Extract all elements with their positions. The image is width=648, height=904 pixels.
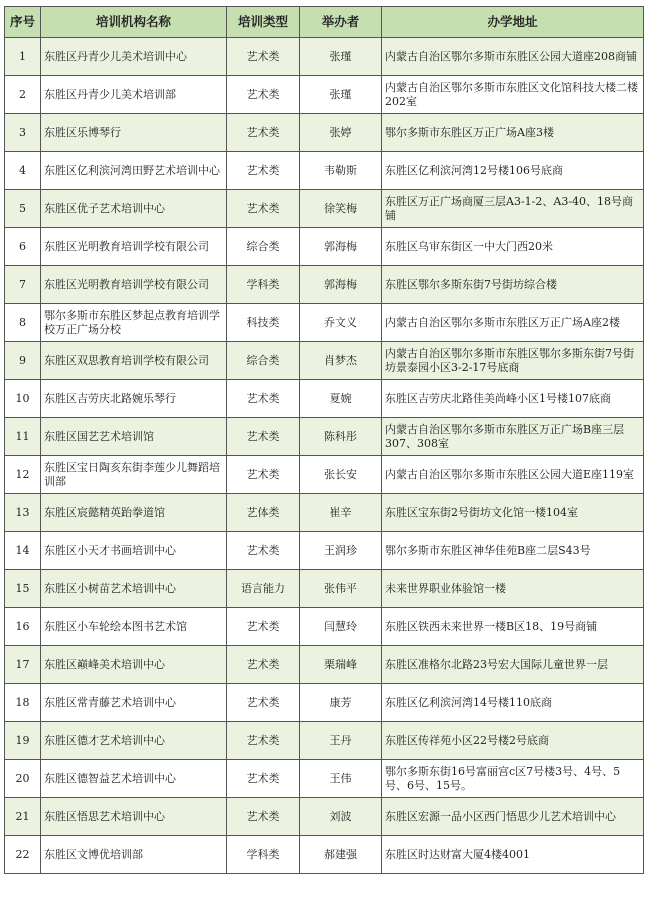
cell-name: 东胜区吉劳庆北路婉乐琴行 <box>41 380 227 418</box>
cell-type: 综合类 <box>227 228 300 266</box>
cell-name: 东胜区德才艺术培训中心 <box>41 722 227 760</box>
cell-organizer: 崔辛 <box>300 494 382 532</box>
header-organizer: 举办者 <box>300 7 382 38</box>
cell-address: 内蒙古自治区鄂尔多斯市东胜区万正广场B座三层307、308室 <box>382 418 644 456</box>
cell-name: 东胜区双思教育培训学校有限公司 <box>41 342 227 380</box>
cell-address: 东胜区乌审东街区一中大门西20米 <box>382 228 644 266</box>
cell-no: 4 <box>5 152 41 190</box>
cell-organizer: 康芳 <box>300 684 382 722</box>
cell-type: 学科类 <box>227 836 300 874</box>
cell-address: 内蒙古自治区鄂尔多斯市东胜区公园大道E座119室 <box>382 456 644 494</box>
cell-organizer: 韦勒斯 <box>300 152 382 190</box>
cell-no: 22 <box>5 836 41 874</box>
cell-type: 艺体类 <box>227 494 300 532</box>
cell-address: 东胜区鄂尔多斯东街7号街坊综合楼 <box>382 266 644 304</box>
cell-no: 3 <box>5 114 41 152</box>
cell-organizer: 郭海梅 <box>300 266 382 304</box>
cell-type: 艺术类 <box>227 532 300 570</box>
cell-no: 2 <box>5 76 41 114</box>
cell-type: 艺术类 <box>227 760 300 798</box>
table-row <box>5 418 644 456</box>
table-row <box>5 456 644 494</box>
cell-address: 内蒙古自治区鄂尔多斯市东胜区公园大道座208商铺 <box>382 38 644 76</box>
cell-type: 学科类 <box>227 266 300 304</box>
cell-no: 17 <box>5 646 41 684</box>
header-no: 序号 <box>5 7 41 38</box>
cell-organizer: 乔文义 <box>300 304 382 342</box>
cell-name: 东胜区悟思艺术培训中心 <box>41 798 227 836</box>
table-body <box>5 38 644 874</box>
header-address: 办学地址 <box>382 7 644 38</box>
cell-no: 8 <box>5 304 41 342</box>
table-row <box>5 114 644 152</box>
cell-name: 东胜区宸懿精英跆拳道馆 <box>41 494 227 532</box>
cell-type: 艺术类 <box>227 76 300 114</box>
cell-name: 鄂尔多斯市东胜区梦起点教育培训学校万正广场分校 <box>41 304 227 342</box>
cell-type: 语言能力 <box>227 570 300 608</box>
cell-no: 7 <box>5 266 41 304</box>
cell-type: 艺术类 <box>227 646 300 684</box>
table-row <box>5 532 644 570</box>
cell-name: 东胜区乐博琴行 <box>41 114 227 152</box>
cell-type: 艺术类 <box>227 114 300 152</box>
table-row <box>5 228 644 266</box>
cell-organizer: 徐笑梅 <box>300 190 382 228</box>
cell-address: 东胜区亿利滨河湾14号楼110底商 <box>382 684 644 722</box>
cell-no: 14 <box>5 532 41 570</box>
table-row <box>5 380 644 418</box>
cell-organizer: 王丹 <box>300 722 382 760</box>
cell-organizer: 王润珍 <box>300 532 382 570</box>
cell-address: 东胜区宏源一品小区西门悟思少儿艺术培训中心 <box>382 798 644 836</box>
table-row <box>5 304 644 342</box>
cell-address: 东胜区宝东街2号街坊文化馆一楼104室 <box>382 494 644 532</box>
cell-name: 东胜区国艺艺术培训馆 <box>41 418 227 456</box>
cell-address: 东胜区吉劳庆北路佳美尚峰小区1号楼107底商 <box>382 380 644 418</box>
table-header-row <box>5 7 644 38</box>
cell-address: 东胜区时达财富大厦4楼4001 <box>382 836 644 874</box>
cell-organizer: 刘波 <box>300 798 382 836</box>
table-row <box>5 570 644 608</box>
table-row <box>5 494 644 532</box>
table-row <box>5 646 644 684</box>
cell-name: 东胜区光明教育培训学校有限公司 <box>41 228 227 266</box>
cell-type: 科技类 <box>227 304 300 342</box>
cell-organizer: 张婷 <box>300 114 382 152</box>
cell-organizer: 闫慧玲 <box>300 608 382 646</box>
cell-type: 艺术类 <box>227 190 300 228</box>
table-row <box>5 684 644 722</box>
cell-no: 11 <box>5 418 41 456</box>
table-row <box>5 76 644 114</box>
cell-address: 内蒙古自治区鄂尔多斯市东胜区万正广场A座2楼 <box>382 304 644 342</box>
table-row <box>5 798 644 836</box>
table-row <box>5 836 644 874</box>
institution-table <box>4 6 644 874</box>
cell-name: 东胜区常青藤艺术培训中心 <box>41 684 227 722</box>
cell-name: 东胜区文博优培训部 <box>41 836 227 874</box>
cell-address: 东胜区亿利滨河湾12号楼106号底商 <box>382 152 644 190</box>
cell-address: 内蒙古自治区鄂尔多斯市东胜区文化馆科技大楼二楼202室 <box>382 76 644 114</box>
table-row <box>5 190 644 228</box>
cell-address: 东胜区铁西未来世界一楼B区18、19号商铺 <box>382 608 644 646</box>
cell-no: 9 <box>5 342 41 380</box>
cell-no: 16 <box>5 608 41 646</box>
cell-address: 东胜区准格尔北路23号宏大国际儿童世界一层 <box>382 646 644 684</box>
cell-no: 10 <box>5 380 41 418</box>
cell-address: 内蒙古自治区鄂尔多斯市东胜区鄂尔多斯东街7号街坊景泰园小区3-2-17号底商 <box>382 342 644 380</box>
cell-organizer: 陈科彤 <box>300 418 382 456</box>
cell-no: 5 <box>5 190 41 228</box>
cell-address: 未来世界职业体验馆一楼 <box>382 570 644 608</box>
cell-address: 鄂尔多斯东街16号富丽宫c区7号楼3号、4号、5号、6号、15号。 <box>382 760 644 798</box>
cell-organizer: 郭海梅 <box>300 228 382 266</box>
header-name: 培训机构名称 <box>41 7 227 38</box>
cell-no: 12 <box>5 456 41 494</box>
cell-no: 1 <box>5 38 41 76</box>
cell-name: 东胜区丹青少儿美术培训部 <box>41 76 227 114</box>
cell-no: 18 <box>5 684 41 722</box>
table-row <box>5 342 644 380</box>
cell-type: 艺术类 <box>227 152 300 190</box>
table-row <box>5 760 644 798</box>
header-type: 培训类型 <box>227 7 300 38</box>
cell-type: 艺术类 <box>227 722 300 760</box>
cell-no: 6 <box>5 228 41 266</box>
cell-no: 21 <box>5 798 41 836</box>
institution-table-container <box>4 6 643 874</box>
cell-name: 东胜区优子艺术培训中心 <box>41 190 227 228</box>
cell-name: 东胜区宝日陶亥东街李莲少儿舞蹈培训部 <box>41 456 227 494</box>
cell-address: 鄂尔多斯市东胜区神华佳苑B座二层S43号 <box>382 532 644 570</box>
cell-name: 东胜区小天才书画培训中心 <box>41 532 227 570</box>
cell-name: 东胜区巅峰美术培训中心 <box>41 646 227 684</box>
cell-no: 19 <box>5 722 41 760</box>
cell-address: 东胜区万正广场商厦三层A3-1-2、A3-40、18号商铺 <box>382 190 644 228</box>
cell-address: 东胜区传祥苑小区22号楼2号底商 <box>382 722 644 760</box>
table-row <box>5 152 644 190</box>
cell-type: 艺术类 <box>227 798 300 836</box>
cell-organizer: 张长安 <box>300 456 382 494</box>
cell-organizer: 张瑾 <box>300 76 382 114</box>
cell-organizer: 郝建强 <box>300 836 382 874</box>
table-row <box>5 266 644 304</box>
cell-name: 东胜区亿利滨河湾田野艺术培训中心 <box>41 152 227 190</box>
cell-type: 艺术类 <box>227 418 300 456</box>
table-row <box>5 608 644 646</box>
table-row <box>5 722 644 760</box>
cell-type: 艺术类 <box>227 608 300 646</box>
cell-type: 艺术类 <box>227 38 300 76</box>
cell-name: 东胜区小树苗艺术培训中心 <box>41 570 227 608</box>
cell-address: 鄂尔多斯市东胜区万正广场A座3楼 <box>382 114 644 152</box>
cell-no: 13 <box>5 494 41 532</box>
cell-name: 东胜区光明教育培训学校有限公司 <box>41 266 227 304</box>
cell-organizer: 张瑾 <box>300 38 382 76</box>
cell-organizer: 王伟 <box>300 760 382 798</box>
table-row <box>5 38 644 76</box>
cell-type: 综合类 <box>227 342 300 380</box>
cell-organizer: 肖梦杰 <box>300 342 382 380</box>
cell-type: 艺术类 <box>227 456 300 494</box>
cell-organizer: 栗瑞峰 <box>300 646 382 684</box>
cell-organizer: 夏婉 <box>300 380 382 418</box>
cell-organizer: 张伟平 <box>300 570 382 608</box>
cell-name: 东胜区丹青少儿美术培训中心 <box>41 38 227 76</box>
cell-name: 东胜区德智益艺术培训中心 <box>41 760 227 798</box>
cell-no: 20 <box>5 760 41 798</box>
cell-no: 15 <box>5 570 41 608</box>
cell-type: 艺术类 <box>227 684 300 722</box>
cell-type: 艺术类 <box>227 380 300 418</box>
cell-name: 东胜区小车轮绘本图书艺术馆 <box>41 608 227 646</box>
